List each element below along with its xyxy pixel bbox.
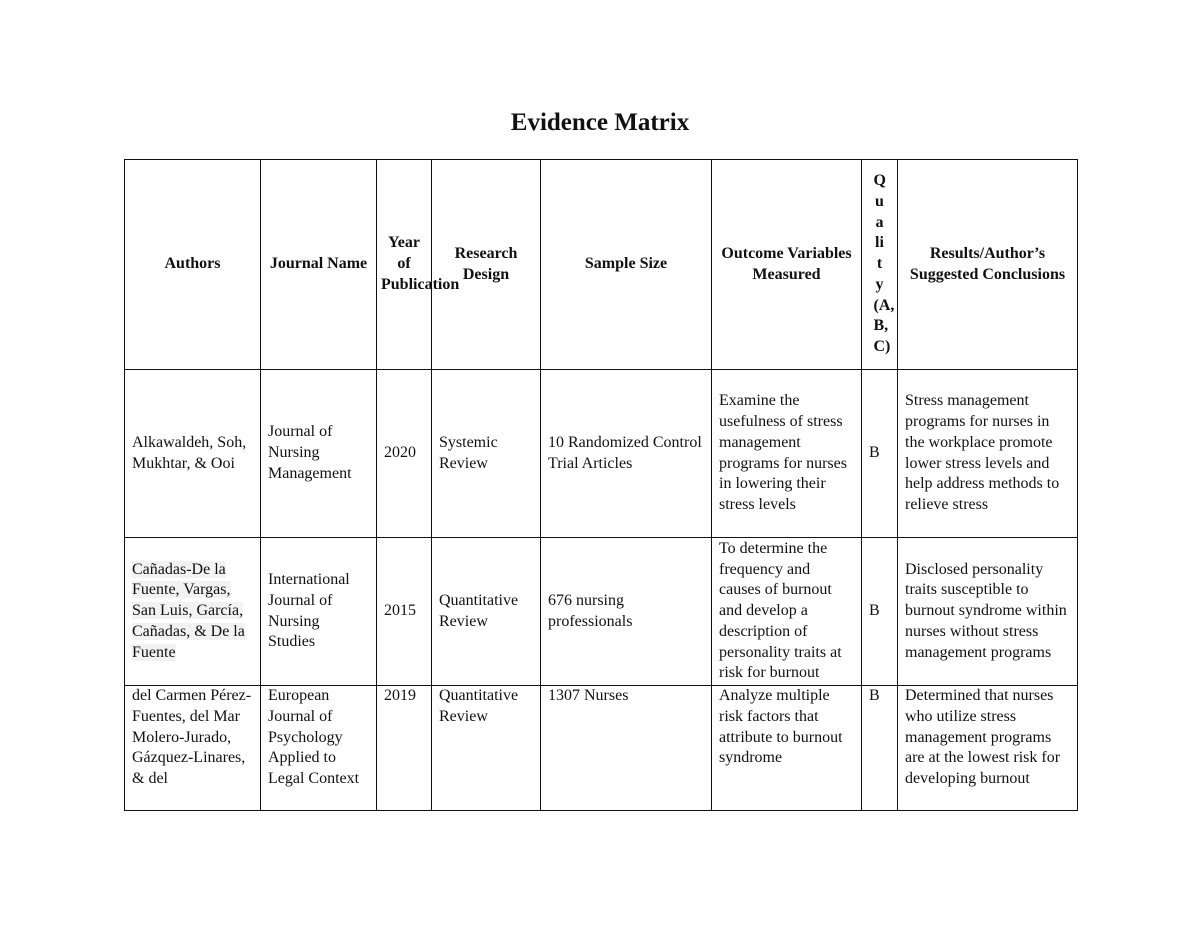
cell-quality: B <box>862 538 898 686</box>
authors-text: Cañadas-De la Fuente, Vargas, San Luis, García, Cañadas, & De la Fuente <box>132 560 245 661</box>
cell-results: Stress management programs for nurses in the workplace promote lower stress levels and help address methods to relieve stress <box>898 370 1078 538</box>
cell-results: Disclosed personality traits susceptible to burnout syndrome within nurses without stress management programs <box>898 538 1078 686</box>
col-header-year: Year of Publication <box>377 160 432 370</box>
col-header-sample: Sample Size <box>541 160 712 370</box>
cell-journal: Journal of Nursing Management <box>261 370 377 538</box>
document-title: Evidence Matrix <box>510 109 690 136</box>
col-header-authors: Authors <box>125 160 261 370</box>
cell-authors <box>125 538 261 686</box>
table-row <box>125 538 1078 686</box>
evidence-matrix-table <box>124 159 1078 811</box>
cell-design: Quantitative Review <box>432 686 541 811</box>
cell-authors: Alkawaldeh, Soh, Mukhtar, & Ooi <box>125 370 261 538</box>
header-row <box>125 160 1078 370</box>
cell-journal: International Journal of Nursing Studies <box>261 538 377 686</box>
authors-text: del Carmen Pérez-Fuentes, del Mar Molero-Jurado, Gázquez-Linares, & del <box>132 687 252 788</box>
cell-quality: B <box>862 370 898 538</box>
col-header-quality <box>862 160 898 370</box>
cell-design: Quantitative Review <box>432 538 541 686</box>
cell-sample: 10 Randomized Control Trial Articles <box>541 370 712 538</box>
cell-year: 2019 <box>377 686 432 811</box>
table-row <box>125 370 1078 538</box>
cell-year: 2020 <box>377 370 432 538</box>
col-header-journal: Journal Name <box>261 160 377 370</box>
cell-outcome: Analyze multiple risk factors that attribute to burnout syndrome <box>712 686 862 811</box>
cell-outcome: To determine the frequency and causes of burnout and develop a description of personality traits at risk for burnout <box>712 538 862 686</box>
cell-journal: European Journal of Psychology Applied to Legal Context <box>261 686 377 811</box>
col-header-results: Results/Author’s Suggested Conclusions <box>898 160 1078 370</box>
table-row <box>125 686 1078 811</box>
cell-sample: 1307 Nurses <box>541 686 712 811</box>
cell-outcome: Examine the usefulness of stress management programs for nurses in lowering their stress levels <box>712 370 862 538</box>
col-header-design: Research Design <box>432 160 541 370</box>
quality-header-text: Quality (A, B, C) <box>873 171 895 356</box>
cell-quality: B <box>862 686 898 811</box>
cell-results: Determined that nurses who utilize stress management programs are at the lowest risk for developing burnout <box>898 686 1078 811</box>
cell-authors <box>125 686 261 811</box>
cell-design: Systemic Review <box>432 370 541 538</box>
cell-year: 2015 <box>377 538 432 686</box>
col-header-outcome: Outcome Variables Measured <box>712 160 862 370</box>
cell-sample: 676 nursing professionals <box>541 538 712 686</box>
